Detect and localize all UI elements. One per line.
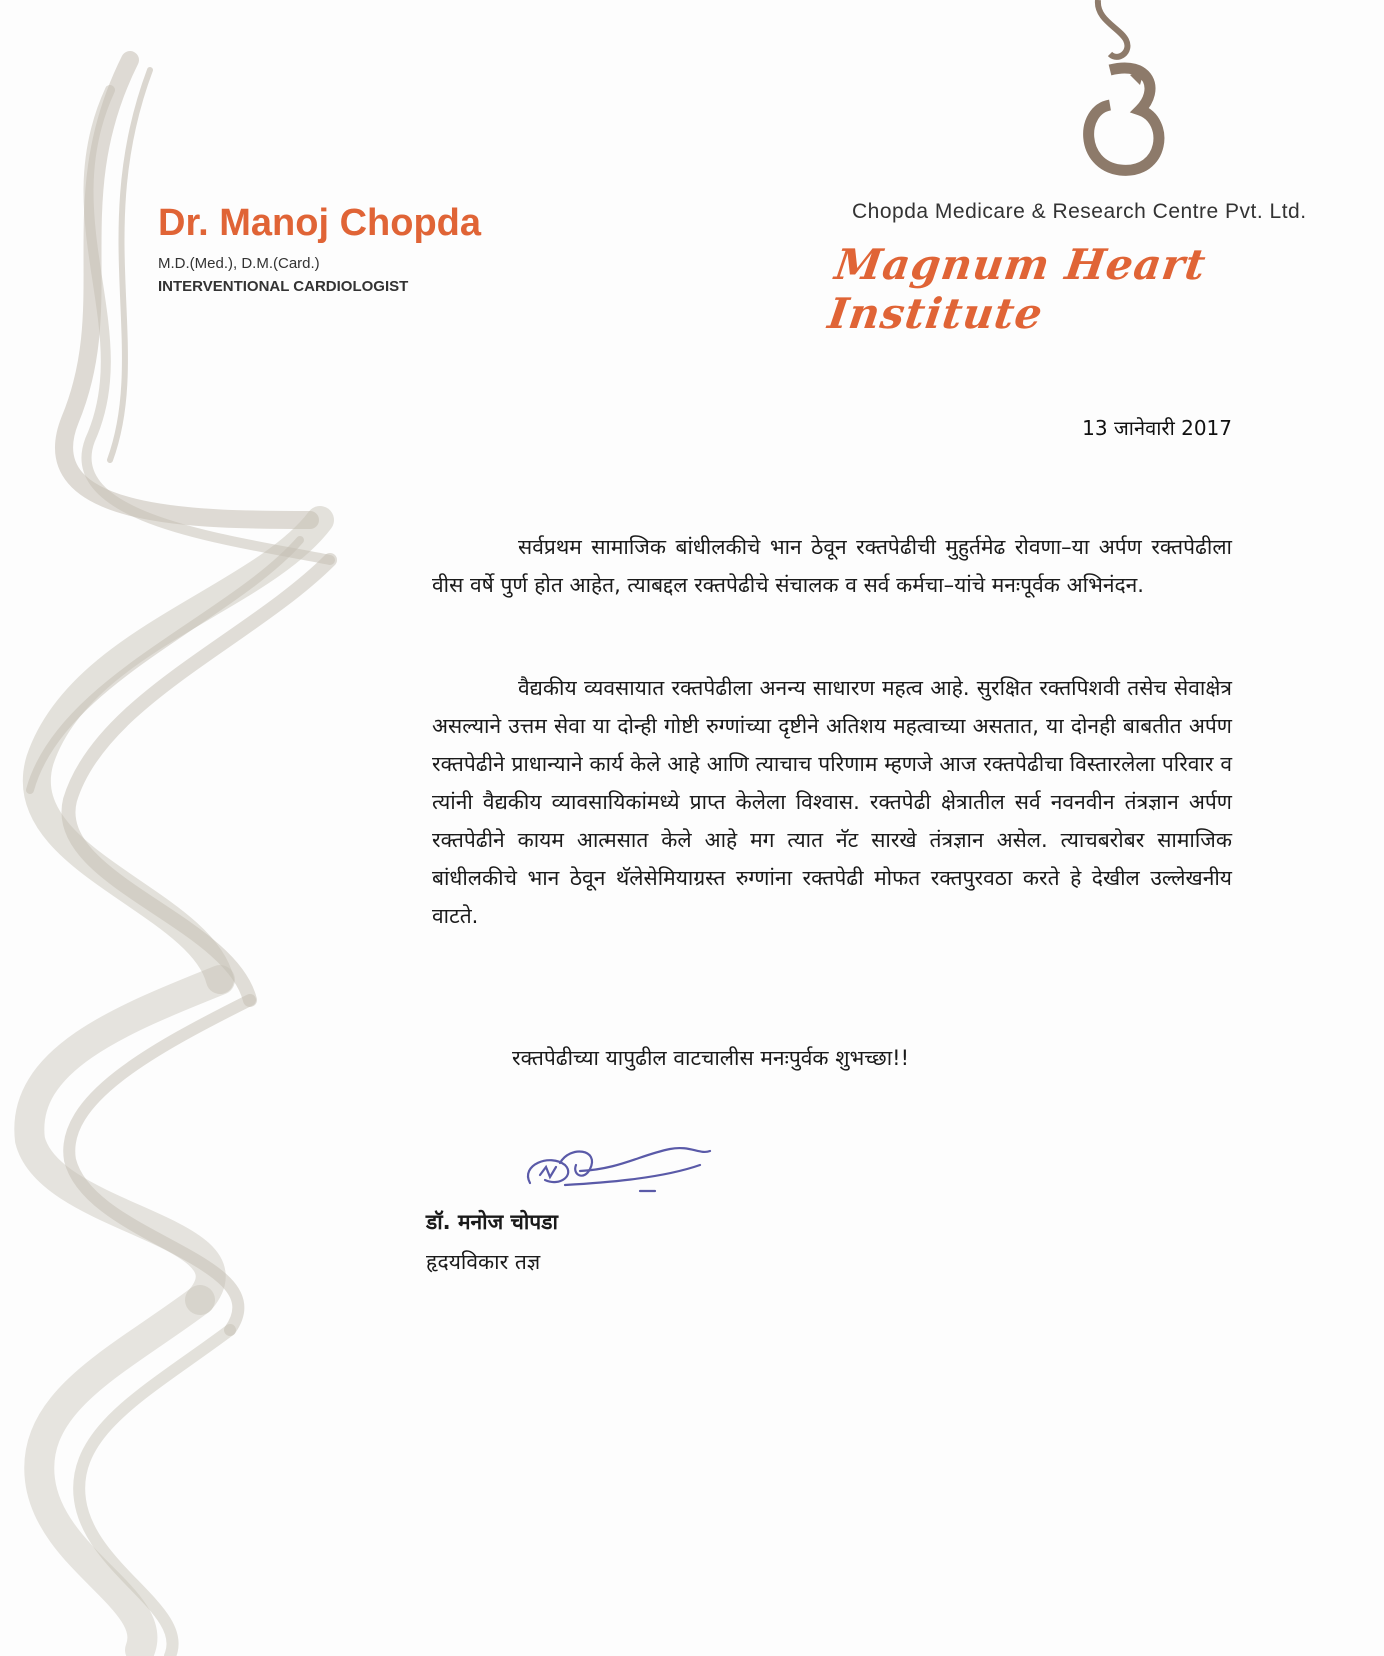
company-name: Chopda Medicare & Research Centre Pvt. Ltd. (852, 200, 1307, 223)
letter-date: 13 जानेवारी 2017 (1082, 416, 1232, 440)
letter-paragraph-2: वैद्यकीय व्यवसायात रक्तपेढीला अनन्य साधारण महत्व आहे. सुरक्षित रक्तपिशवी तसेच सेवाक्षेत्र असल्याने उत्तम सेवा या दोन्ही गोष्टी रुग्णांच्या दृष्टीने अतिशय महत्वाच्या असतात, या दोनही बाबतीत अर्पण रक्तपेढीने प्राधान्याने कार्य केले आहे आणि त्याचाच परिणाम म्हणजे आज रक्तपेढीचा विस्तारलेला परिवार व त्यांनी वैद्यकीय व्यावसायिकांमध्ये प्राप्त केलेला विश्वास. रक्तपेढी क्षेत्रातील सर्व नवनवीन तंत्रज्ञान अर्पण रक्तपेढीने कायम आत्मसात केले आहे मग त्यात नॅट सारखे तंत्रज्ञान असेल. त्याचबरोबर सामाजिक बांधीलकीचे भान ठेवून थॅलेसेमियाग्रस्त रुग्णांना रक्तपेढी मोफत रक्तपुरवठा करते हे देखील उल्लेखनीय वाटते. (432, 676, 1232, 928)
institute-name: Magnum Heart Institute (825, 240, 1210, 338)
doctor-specialty: INTERVENTIONAL CARDIOLOGIST (158, 278, 409, 295)
doctor-qualifications: M.D.(Med.), D.M.(Card.) (158, 255, 320, 272)
handwritten-signature (520, 1125, 720, 1205)
decorative-swirl-graphic (0, 0, 420, 1656)
doctor-name: Dr. Manoj Chopda (158, 202, 481, 244)
signatory-designation: हृदयविकार तज्ञ (426, 1250, 541, 1274)
letter-paragraph-1: सर्वप्रथम सामाजिक बांधीलकीचे भान ठेवून रक्तपेढीची मुहुर्तमेढ रोवणा–या अर्पण रक्तपेढीला वीस वर्षे पुर्ण होत आहेत, त्याबद्दल रक्तपेढीचे संचालक व सर्व कर्मचा–यांचे मनःपूर्वक अभिनंदन. (432, 535, 1232, 597)
institute-logo-icon (1070, 0, 1180, 190)
signatory-name: डॉ. मनोज चोपडा (426, 1210, 558, 1234)
letter-paragraph-3: रक्तपेढीच्या यापुढील वाटचालीस मनःपुर्वक शुभच्छा!! (512, 1046, 909, 1070)
